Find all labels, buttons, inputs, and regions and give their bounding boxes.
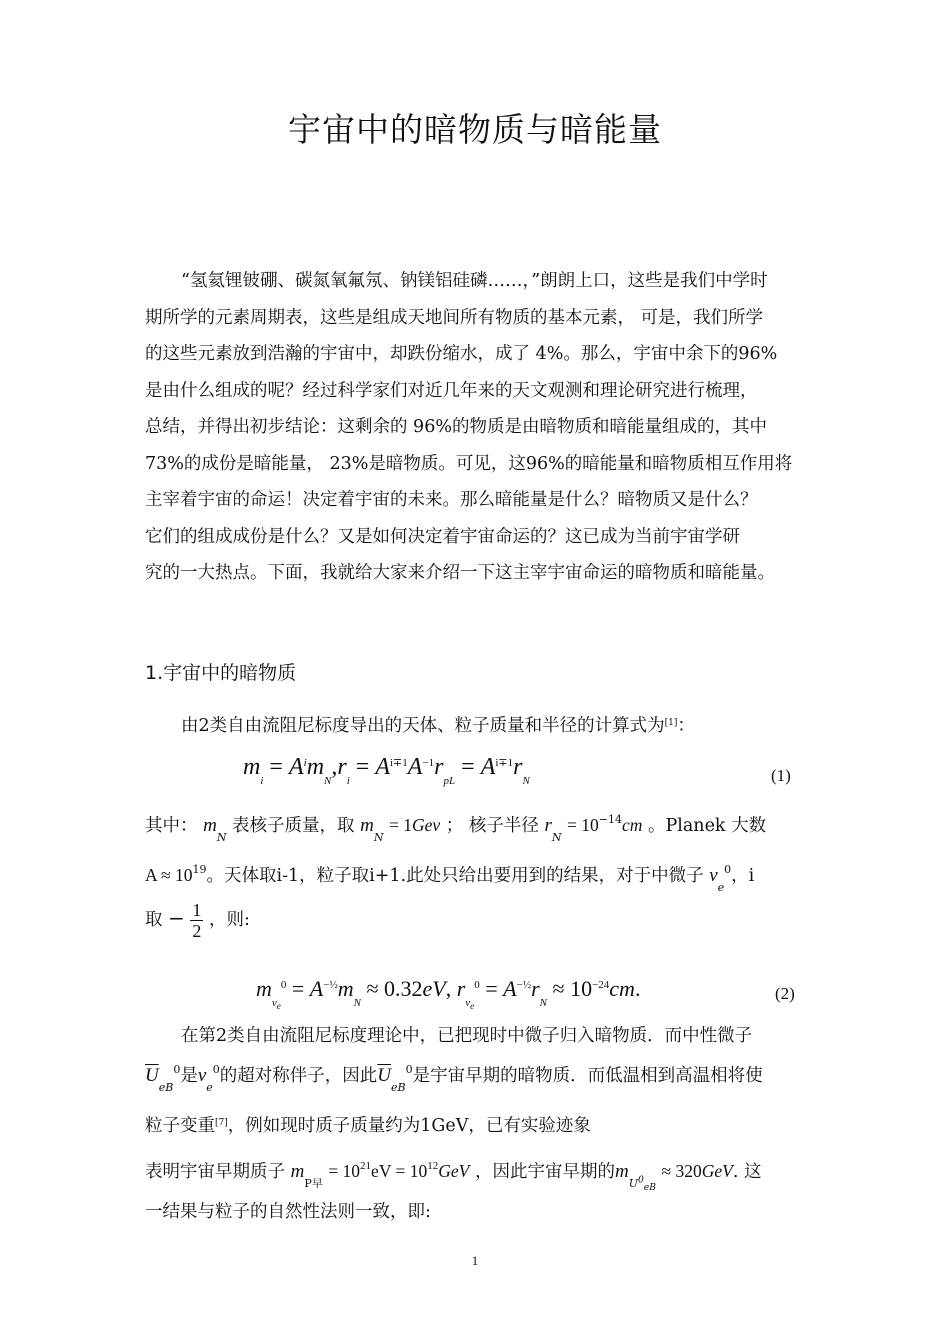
intro-line: 期所学的元素周期表，这些是组成天地间所有物质的基本元素， 可是，我们所学 bbox=[145, 307, 764, 328]
paragraph-line: 表明宇宙早期质子 $m_{P早} = 10^{21}eV = 10^{12}GeV$ ，因此宇宙早期的$m_{U^0_{eB}} \approx 320GeV$. 这 bbox=[145, 1160, 762, 1194]
intro-line: 的这些元素放到浩瀚的宇宙中，却跌份缩水，成了 4%。那么，宇宙中余下的96% bbox=[145, 344, 778, 364]
section-heading: 1.宇宙中的暗物质 bbox=[145, 662, 297, 684]
equation-2: $m_{v_e}^0 = A^{-\frac{1}{2}}m_N \approx 0.32eV$, $r_{v_e}^0 = A^{-\frac{1}{2}}r_N \approx 10^{-24}cm$. bbox=[256, 976, 641, 1012]
definition-line: 其中： $m_N$ 表核子质量，取 $m_N = 1Gev$ ； 核子半径 $r_N = 10^{-14}cm$ 。Planek 大数 bbox=[145, 813, 767, 844]
paragraph-line: 一结果与粒子的自然性法则一致，即: bbox=[145, 1202, 431, 1222]
citation: [7] bbox=[215, 1118, 228, 1128]
paragraph-line: 在第2类自由流阻尼标度理论中，已把现时中微子归入暗物质．而中性微子 bbox=[181, 1026, 753, 1046]
page-number: 1 bbox=[471, 1253, 479, 1268]
intro-line: 73%的成份是暗能量， 23%是暗物质。可见，这96%的暗能量和暗物质相互作用将 bbox=[145, 453, 793, 474]
exponent-line: 取 − $\frac{1}{2}$ ，则: bbox=[145, 900, 250, 941]
intro-line: 主宰着宇宙的命运！决定着宇宙的未来。那么暗能量是什么？暗物质又是什么？ bbox=[145, 490, 758, 510]
formula-intro: 由2类自由流阻尼标度导出的天体、粒子质量和半径的计算式为[1]： bbox=[181, 716, 695, 736]
page-title: 宇宙中的暗物质与暗能量 bbox=[288, 110, 662, 149]
intro-line: 它们的组成成份是什么？又是如何决定着宇宙命运的？这已成为当前宇宙学研 bbox=[145, 526, 740, 547]
planck-number-line: $A \approx 10^{19}$。天体取i-1，粒子取i+1.此处只给出要用到的结果，对于中微子 $v_e^0$，i bbox=[145, 863, 755, 894]
intro-line: 总结，并得出初步结论：这剩余的 96%的物质是由暗物质和暗能量组成的，其中 bbox=[145, 417, 767, 437]
equation-number: (1) bbox=[771, 766, 791, 785]
paragraph-line: $\overline{U}_{eB}^0$是$v_e^0$的超对称伴子，因此$\overline{U}_{eB}^0$是宇宙早期的暗物质．而低温相到高温相将使 bbox=[145, 1063, 763, 1094]
intro-line: 是由什么组成的呢？经过科学家们对近几年来的天文观测和理论研究进行梳理， bbox=[145, 380, 758, 401]
intro-line: 究的一大热点。下面，我就给大家来介绍一下这主宰宇宙命运的暗物质和暗能量。 bbox=[145, 563, 775, 583]
equation-1: $m_i = A^im_N,r_i = A^{i\mp 1}A^{-1}r_{pL} = A^{i\mp 1}r_N$ bbox=[243, 754, 530, 787]
intro-paragraph bbox=[145, 263, 815, 592]
equation-number: (2) bbox=[775, 984, 795, 1003]
intro-line: “氢氦锂铍硼、碳氮氧氟氖、钠镁铝硅磷……，”朗朗上口，这些是我们中学时 bbox=[181, 271, 768, 291]
citation: [1] bbox=[664, 718, 678, 728]
paragraph-line: 粒子变重[7]，例如现时质子质量约为1GeV，已有实验迹象 bbox=[145, 1116, 591, 1136]
fraction: $\frac{1}{2}$ bbox=[192, 900, 202, 941]
